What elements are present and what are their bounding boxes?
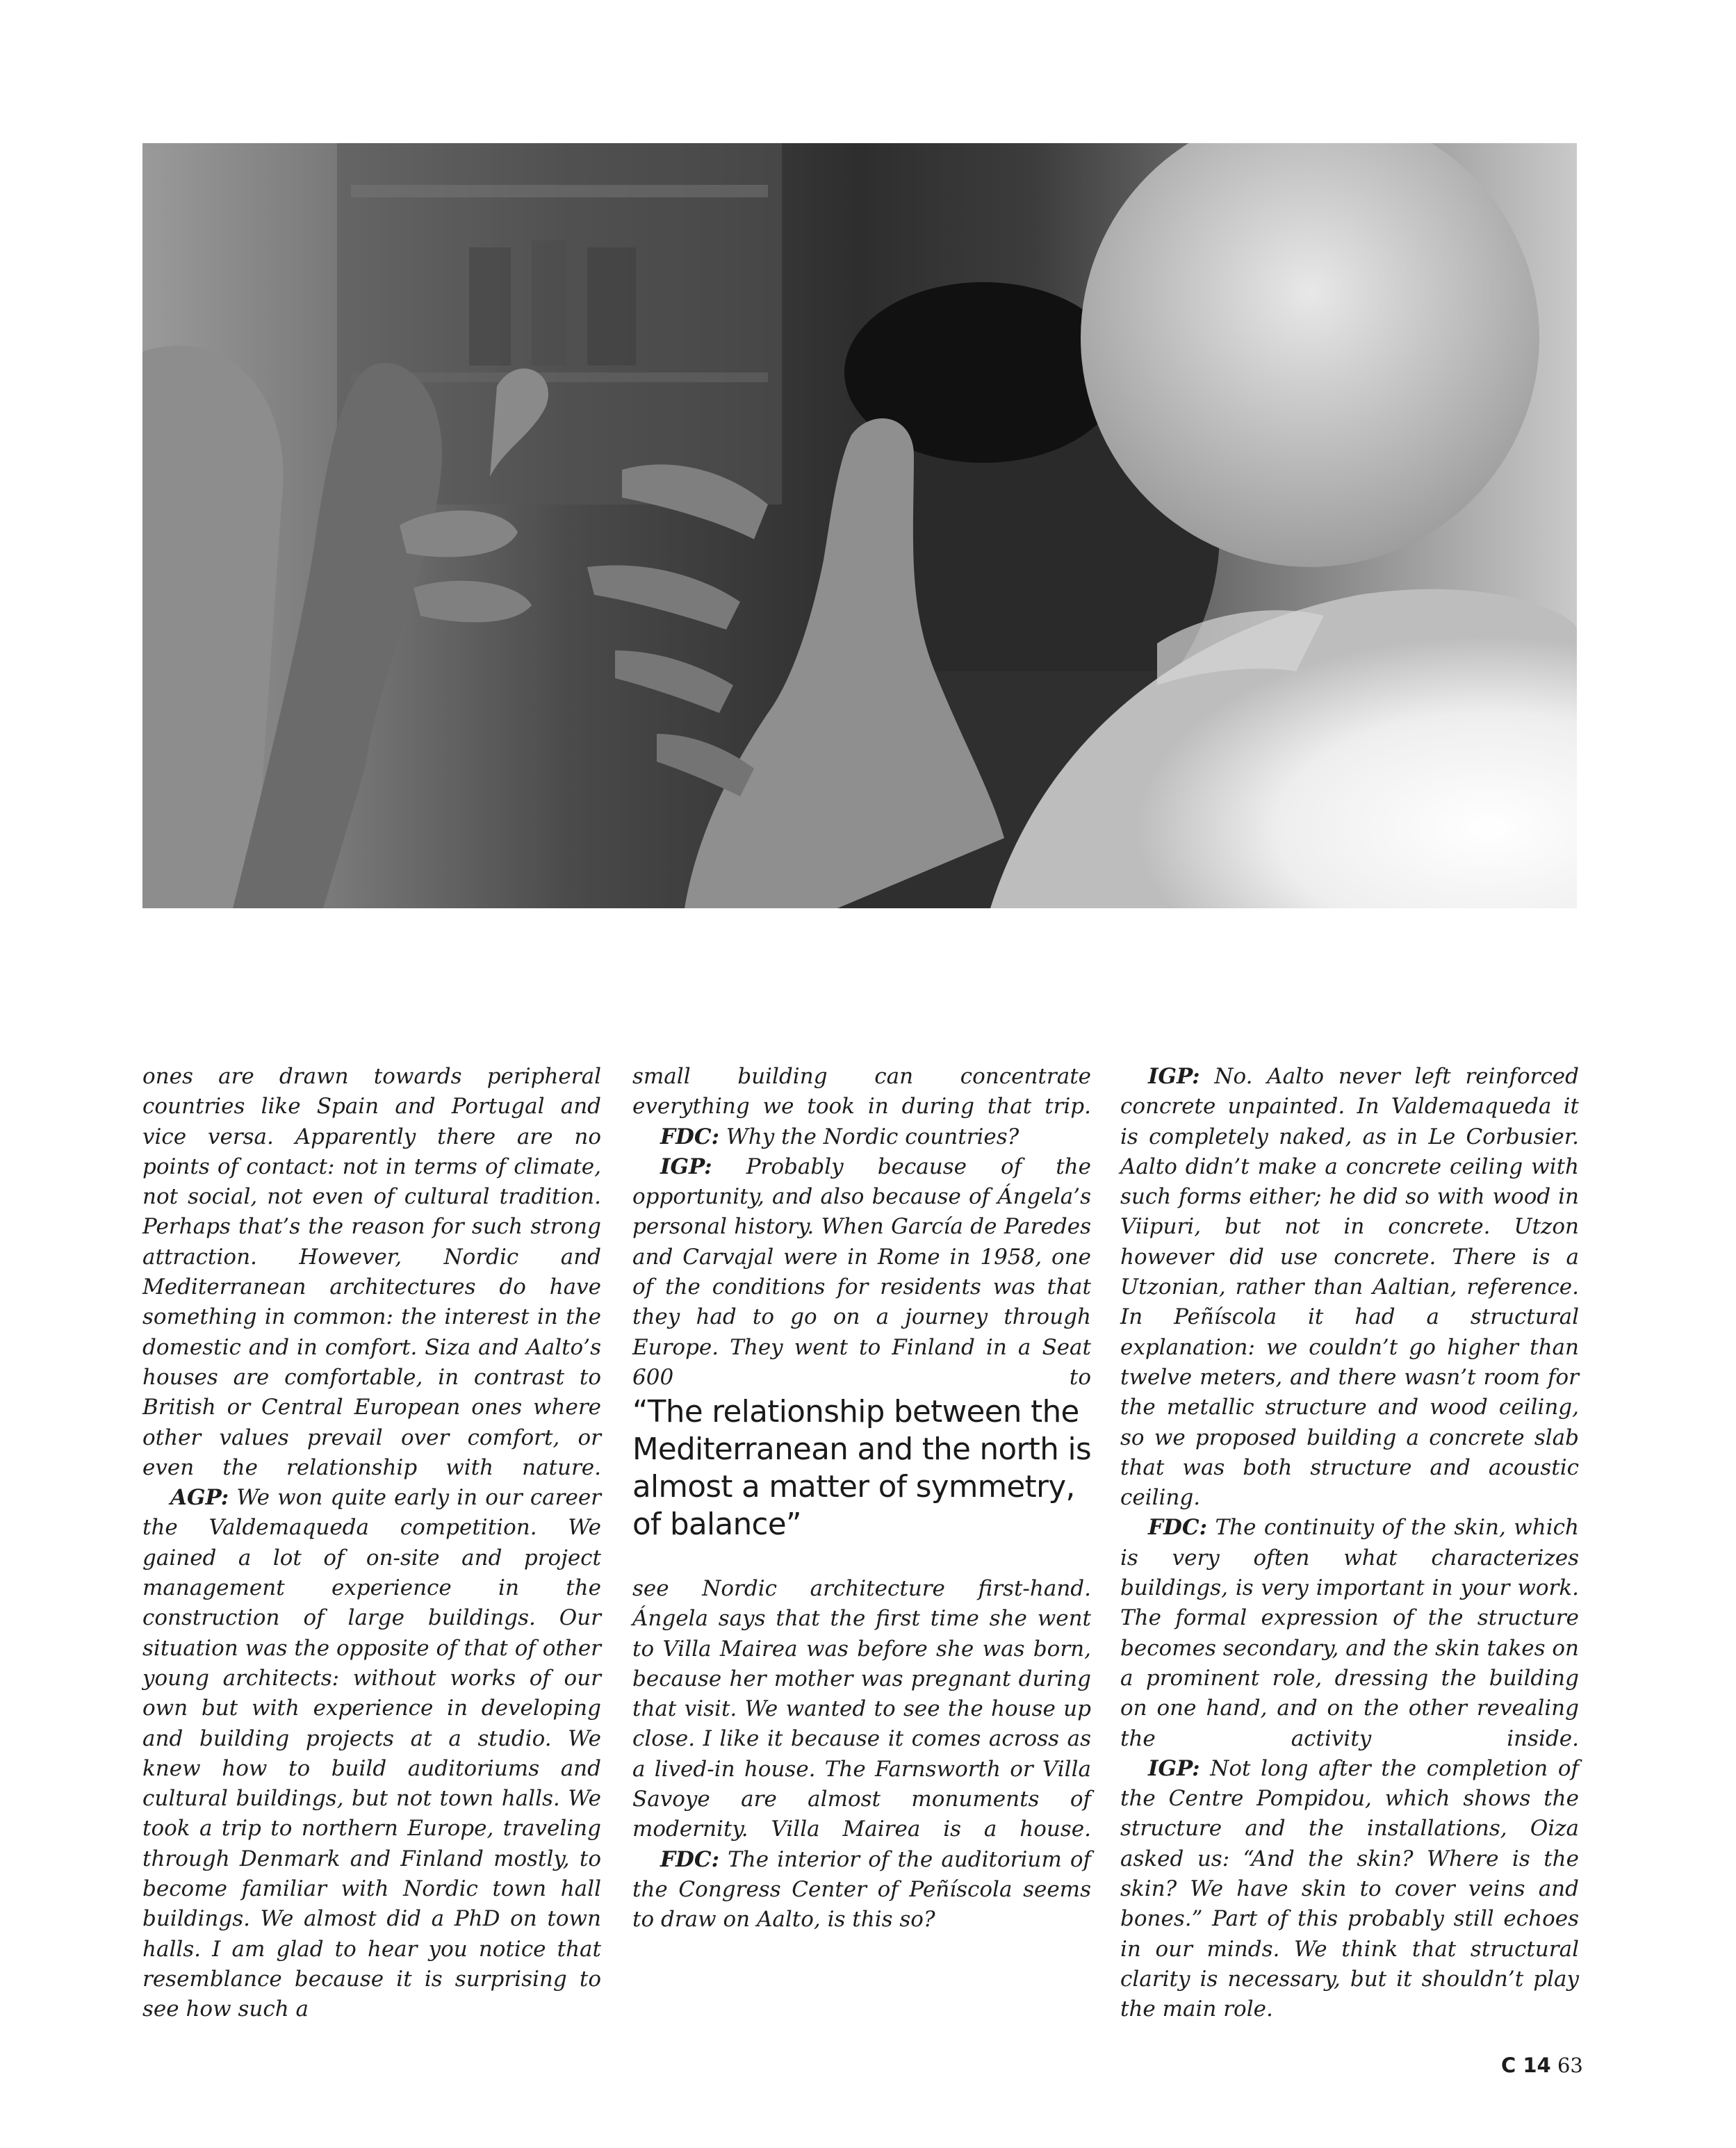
speaker-label: IGP: [1148, 1064, 1200, 1089]
paragraph-text: The interior of the auditorium of the Congress Center of Peñíscola seems to draw on Aalto, is this so? [632, 1846, 1091, 1933]
paragraph-1-1 [142, 1062, 601, 1483]
text-column-2-bottom [632, 1574, 1091, 1935]
page-number: 63 [1557, 2053, 1583, 2077]
speaker-label: AGP: [170, 1485, 229, 1511]
paragraph-text: The continuity of the skin, which is very often what characterizes buildings, is very important in your work. The formal expression of the structure becomes secondary, and the skin takes on a prominent role, dressing the building on one hand, and on the other revealing the activity inside. [1120, 1515, 1580, 1751]
paragraph-2-1 [632, 1062, 1091, 1122]
paragraph-2-4 [632, 1574, 1091, 1845]
text-column-1 [142, 1062, 601, 2025]
paragraph-3-1 [1120, 1062, 1579, 1513]
paragraph-text: Probably because of the opportunity, and also because of Ángela’s personal history. When García de Paredes and Carvajal were in Rome in 1958, one of the conditions for residents was that they had to go on a journey through Europe. They went to Finland in a Seat 600 to [632, 1154, 1091, 1390]
photo-illustration [142, 143, 1577, 908]
paragraph-text: We won quite early in our career the Valdemaqueda competition. We gained a lot of on-site and project management experience in the construction of large buildings. Our situation was the opposite of that of other young architects: without works of our own but with experience in developing and building projects at a studio. We knew how to build auditoriums and cultural buildings, but not town halls. We took a trip to northern Europe, traveling through Denmark and Finland mostly, to become familiar with Nordic town hall buildings. We almost did a PhD on town halls. I am glad to hear you notice that resemblance because it is surprising to see how such a [142, 1485, 601, 2022]
magazine-issue: C 14 [1501, 2053, 1551, 2077]
paragraph-2-3 [632, 1152, 1091, 1393]
paragraph-2-2 [632, 1122, 1091, 1152]
paragraph-text: Not long after the completion of the Centre Pompidou, which shows the structure and the installations, Oiza asked us: “And the skin? Where is the skin? We have skin to cover veins and bones.” Part of this probably still echoes in our minds. We think that structural clarity is necessary, but it shouldn’t play the main role. [1120, 1755, 1579, 2022]
speaker-label: IGP: [1148, 1755, 1200, 1781]
paragraph-3-3 [1120, 1754, 1579, 2025]
paragraph-text: Why the Nordic countries? [726, 1124, 1020, 1149]
paragraph-text: No. Aalto never left reinforced concrete unpainted. In Valdemaqueda it is completely naked, as in Le Corbusier. Aalto didn’t make a concrete ceiling with such forms either; he did so with wood in Viipuri, but not in concrete. Utzon however did use concrete. There is a Utzonian, rather than Aaltian, reference. In Peñíscola it had a structural explanation: we couldn’t go higher than twelve meters, and there wasn’t room for the metallic structure and wood ceiling, so we proposed building a concrete slab that was both structure and acoustic ceiling. [1120, 1064, 1579, 1511]
paragraph-1-2 [142, 1483, 601, 2024]
speaker-label: FDC: [660, 1846, 720, 1872]
paragraph-2-5 [632, 1845, 1091, 1935]
speaker-label: FDC: [1148, 1515, 1208, 1541]
page-folio [1501, 2053, 1583, 2077]
pull-quote: “The relationship between the Mediterranean and the north is almost a matter of symmetry, of balance” [632, 1395, 1092, 1542]
paragraph-text: small building can concentrate everything we took in during that trip. [632, 1064, 1091, 1120]
text-column-2-top [632, 1062, 1091, 1393]
paragraph-3-2 [1120, 1513, 1579, 1753]
text-column-3 [1120, 1062, 1579, 2025]
paragraph-text: see Nordic architecture first-hand. Ángela says that the first time she went to Villa Mairea was before she was born, because her mother was pregnant during that visit. We wanted to see the house up close. I like it because it comes across as a lived-in house. The Farnsworth or Villa Savoye are almost monuments of modernity. Villa Mairea is a house. [632, 1576, 1091, 1842]
hands-photograph [142, 143, 1577, 908]
speaker-label: IGP: [660, 1154, 712, 1179]
speaker-label: FDC: [660, 1124, 720, 1149]
paragraph-text: ones are drawn towards peripheral countries like Spain and Portugal and vice versa. Apparently there are no points of contact: not in terms of climate, not social, not even of cultural tradition. Perhaps that’s the reason for such strong attraction. However, Nordic and Mediterranean architectures do have something in common: the interest in the domestic and in comfort. Siza and Aalto’s houses are comfortable, in contrast to British or Central European ones where other values prevail over comfort, or even the relationship with nature. [142, 1064, 601, 1480]
